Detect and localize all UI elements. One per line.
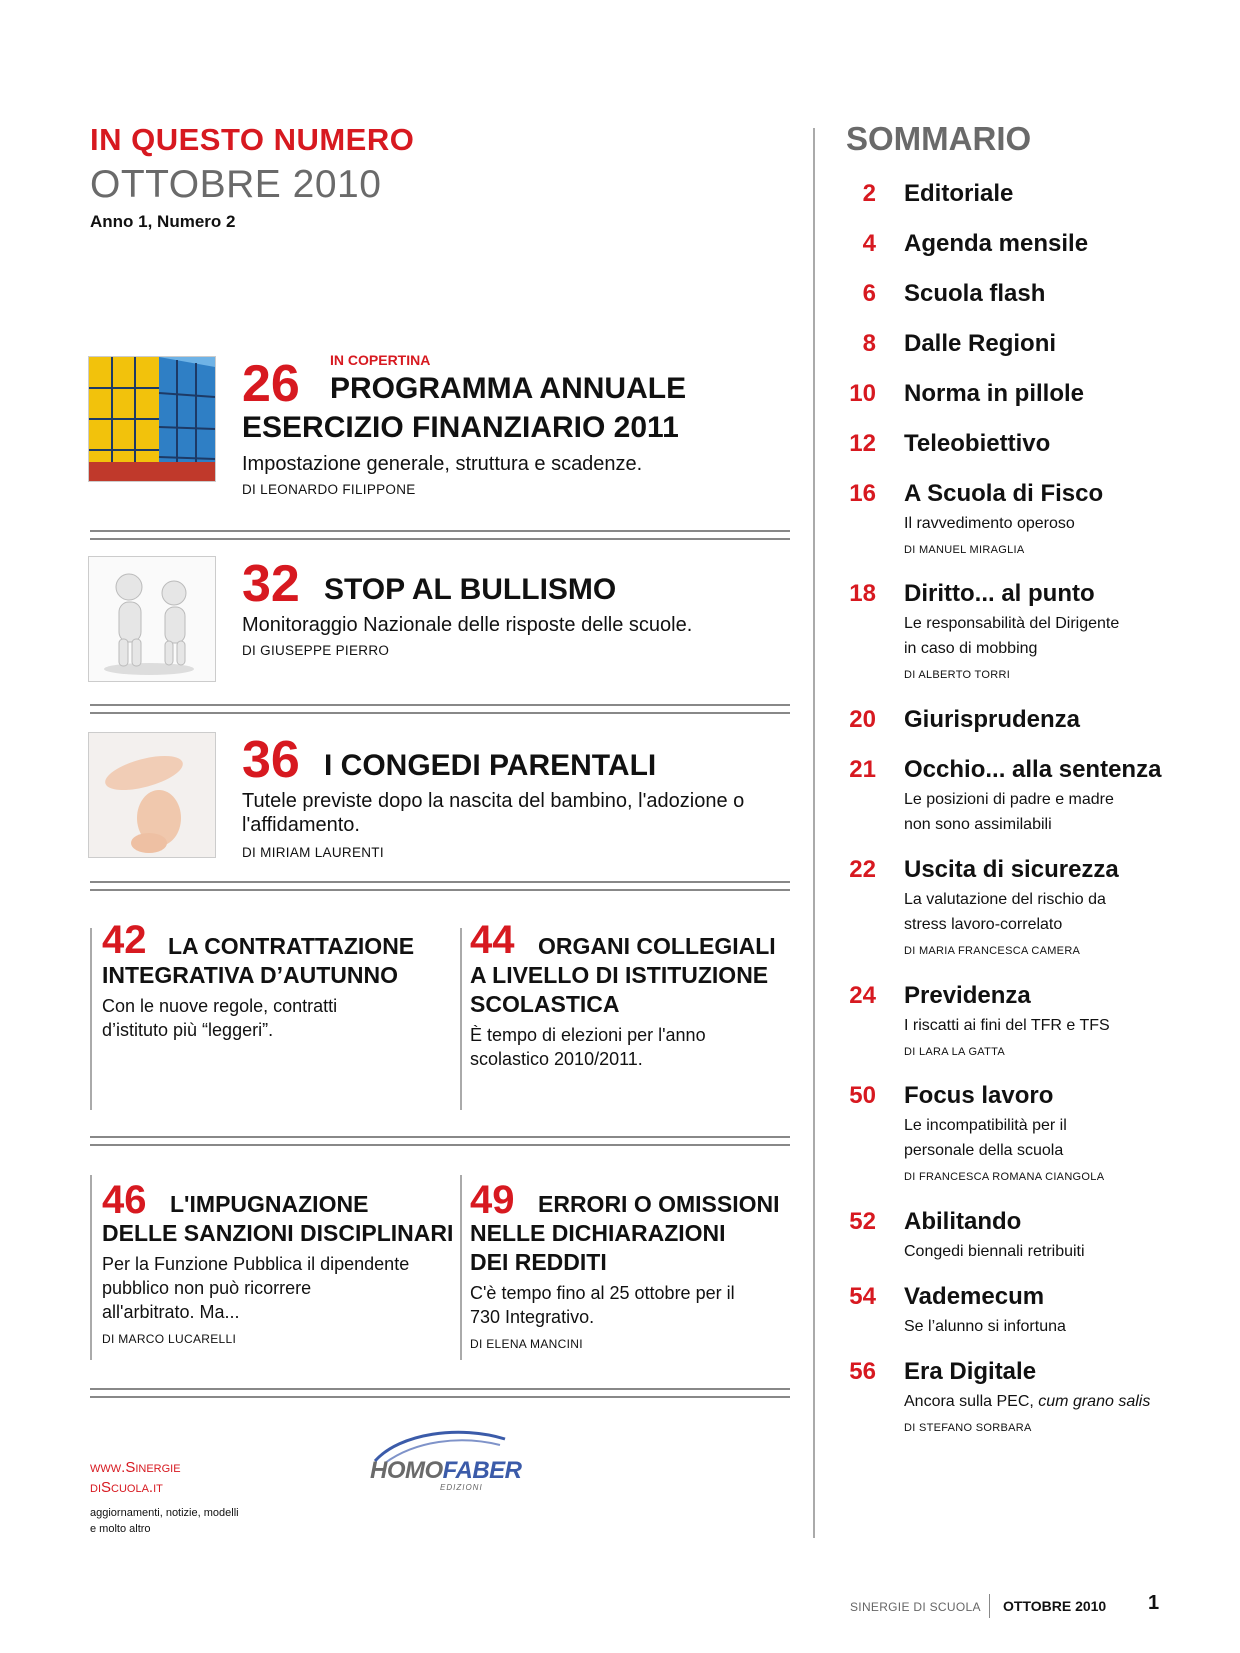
sommario-item-title: Scuola flash [904,280,1046,307]
bullying-image [88,556,216,682]
sommario-page: 12 [849,430,876,457]
logo-homo: HOMO [370,1457,443,1484]
grid-desc-3: all'arbitrato. Ma... [102,1302,240,1322]
feature-title: PROGRAMMA ANNUALE [330,372,687,405]
grid-desc-2: d’istituto più “leggeri”. [102,1020,274,1040]
sommario-item-title: Giurisprudenza [904,706,1081,733]
feature-desc: Tutele previste dopo la nascita del bambino, l'adozione o [242,790,745,812]
cover-image [88,356,216,482]
sommario-page: 50 [849,1082,876,1109]
website-line-1: www.Sinergie [90,1459,181,1476]
page-divider [813,128,815,1538]
feature-author: DI GIUSEPPE PIERRO [242,643,390,658]
website-link[interactable] [90,1458,181,1498]
sommario-item-sub: Le responsabilità del Dirigente [904,615,1120,632]
feature-desc: Impostazione generale, struttura e scadenze. [242,453,643,475]
cover-tag: IN COPERTINA [330,352,431,368]
sommario-item-title: Norma in pillole [904,380,1085,407]
website-desc-1: aggiornamenti, notizie, modelli [90,1507,239,1519]
feature-title: I CONGEDI PARENTALI [324,749,657,782]
grid-desc: È tempo di elezioni per l'anno [470,1025,706,1045]
sommario-item-title: Occhio... alla sentenza [904,756,1162,783]
sommario-item-title: Vademecum [904,1283,1045,1310]
sommario-item-sub-2: personale della scuola [904,1142,1064,1159]
feature-number: 32 [242,555,300,613]
sommario-item-author: DI MARIA FRANCESCA CAMERA [904,945,1081,957]
sommario-page: 21 [849,756,876,783]
column-rule [90,928,92,1110]
issue-title: OTTOBRE 2010 [90,163,382,206]
website-desc [90,1505,239,1537]
sommario-item-sub: Congedi biennali retribuiti [904,1243,1085,1260]
sommario-page: 6 [862,280,876,307]
sommario-item-sub: I riscatti ai fini del TFR e TFS [904,1017,1110,1034]
sommario-page: 4 [862,230,876,257]
sommario-item-title: Era Digitale [904,1358,1037,1385]
grid-title-2: NELLE DICHIARAZIONI [470,1220,726,1246]
sommario-item-title: A Scuola di Fisco [904,480,1104,507]
page-number: 1 [1148,1592,1160,1614]
sommario-item-sub: Se l’alunno si infortuna [904,1318,1066,1335]
grid-number: 42 [102,918,147,962]
sommario-item-title: Teleobiettivo [904,430,1051,457]
sommario-page: 8 [862,330,876,357]
figures-icon [89,557,215,681]
column-rule [460,928,462,1110]
sommario-item-sub: La valutazione del rischio da [904,891,1106,908]
sommario-item-author: DI STEFANO SORBARA [904,1422,1032,1434]
feature-desc-2: l'affidamento. [242,814,360,836]
sommario-page: 22 [849,856,876,883]
grid-title-2: DELLE SANZIONI DISCIPLINARI [102,1220,454,1246]
sommario-item-title: Previdenza [904,982,1031,1009]
feature-title: STOP AL BULLISMO [324,573,617,606]
sommario-page: 24 [849,982,876,1009]
sommario-item-sub: Le posizioni di padre e madre [904,791,1114,808]
sommario-item-title: Focus lavoro [904,1082,1054,1109]
separator [90,1388,790,1398]
grid-number: 44 [470,918,515,962]
grid-title: LA CONTRATTAZIONE [168,933,415,959]
sommario-page: 56 [849,1358,876,1385]
grid-desc-2: pubblico non può ricorrere [102,1278,312,1298]
sommario-page: 18 [849,580,876,607]
grid-author: DI MARCO LUCARELLI [102,1332,237,1346]
grid-desc-2: 730 Integrativo. [470,1307,595,1327]
grid-number: 49 [470,1178,515,1222]
baby-feet-icon [89,733,215,857]
grid-desc: Con le nuove regole, contratti [102,996,338,1016]
sommario-item-sub-2: non sono assimilabili [904,816,1052,833]
logo-edizioni: EDIZIONI [440,1483,483,1492]
sommario-item-title: Abilitando [904,1208,1022,1235]
grid-desc-2: scolastico 2010/2011. [470,1049,643,1069]
sommario-item-author: DI FRANCESCA ROMANA CIANGOLA [904,1171,1105,1183]
footer-date: OTTOBRE 2010 [1003,1598,1107,1614]
sommario-item-sub [904,1389,1150,1414]
sommario-page: 10 [849,380,876,407]
issue-number: Anno 1, Numero 2 [90,212,236,231]
feature-number: 36 [242,731,300,789]
sommario-page: 52 [849,1208,876,1235]
sommario-item-title: Dalle Regioni [904,330,1057,357]
sommario-item-sub: Le incompatibilità per il [904,1117,1067,1134]
feature-desc: Monitoraggio Nazionale delle risposte delle scuole. [242,614,693,636]
grid-title: ERRORI O OMISSIONI [538,1191,780,1217]
sommario-item-sub: Il ravvedimento operoso [904,515,1075,532]
publication-name: SINERGIE DI SCUOLA [850,1600,981,1614]
sommario-page: 2 [862,180,876,207]
grid-title-2: INTEGRATIVA D’AUTUNNO [102,962,399,988]
grid-title: ORGANI COLLEGIALI [538,933,776,959]
sommario-sub-text: Ancora sulla PEC, [904,1393,1039,1410]
grid-number: 46 [102,1178,147,1222]
footer-divider [989,1594,990,1618]
website-line-2: diScuola.it [90,1479,163,1496]
separator [90,530,790,540]
column-rule [460,1175,462,1360]
grid-desc: C'è tempo fino al 25 ottobre per il [470,1283,735,1303]
feature-author: DI LEONARDO FILIPPONE [242,482,416,497]
grid-desc: Per la Funzione Pubblica il dipendente [102,1254,410,1274]
separator [90,881,790,891]
sommario-item-sub-2: in caso di mobbing [904,640,1038,657]
column-rule [90,1175,92,1360]
sommario-item-author: DI ALBERTO TORRI [904,669,1011,681]
sommario-item-title: Editoriale [904,180,1014,207]
logo-faber: FABER [442,1457,522,1484]
feature-number: 26 [242,355,300,413]
feature-author: DI MIRIAM LAURENTI [242,845,384,860]
kicker-title: IN QUESTO NUMERO [90,122,415,157]
sommario-item-title: Uscita di sicurezza [904,856,1119,883]
grid-author: DI ELENA MANCINI [470,1337,583,1351]
sommario-item-title: Diritto... al punto [904,580,1095,607]
homofaber-logo [360,1425,522,1497]
rubik-cube-icon [89,357,215,481]
separator [90,704,790,714]
sommario-item-title: Agenda mensile [904,230,1089,257]
website-desc-2: e molto altro [90,1523,151,1535]
grid-title-2: A LIVELLO DI ISTITUZIONE [470,962,769,988]
sommario-title: SOMMARIO [846,120,1032,157]
grid-title-3: DEI REDDITI [470,1249,607,1275]
sommario-page: 20 [849,706,876,733]
feature-title-2: ESERCIZIO FINANZIARIO 2011 [242,411,679,444]
sommario-item-sub-2: stress lavoro-correlato [904,916,1063,933]
grid-title: L'IMPUGNAZIONE [170,1191,369,1217]
sommario-item-author: DI LARA LA GATTA [904,1046,1005,1058]
baby-image [88,732,216,858]
separator [90,1136,790,1146]
sommario-page: 54 [849,1283,876,1310]
sommario-item-author: DI MANUEL MIRAGLIA [904,544,1025,556]
sommario-page: 16 [849,480,876,507]
sommario-sub-italic: cum grano salis [1038,1393,1151,1410]
grid-title-3: SCOLASTICA [470,991,620,1017]
